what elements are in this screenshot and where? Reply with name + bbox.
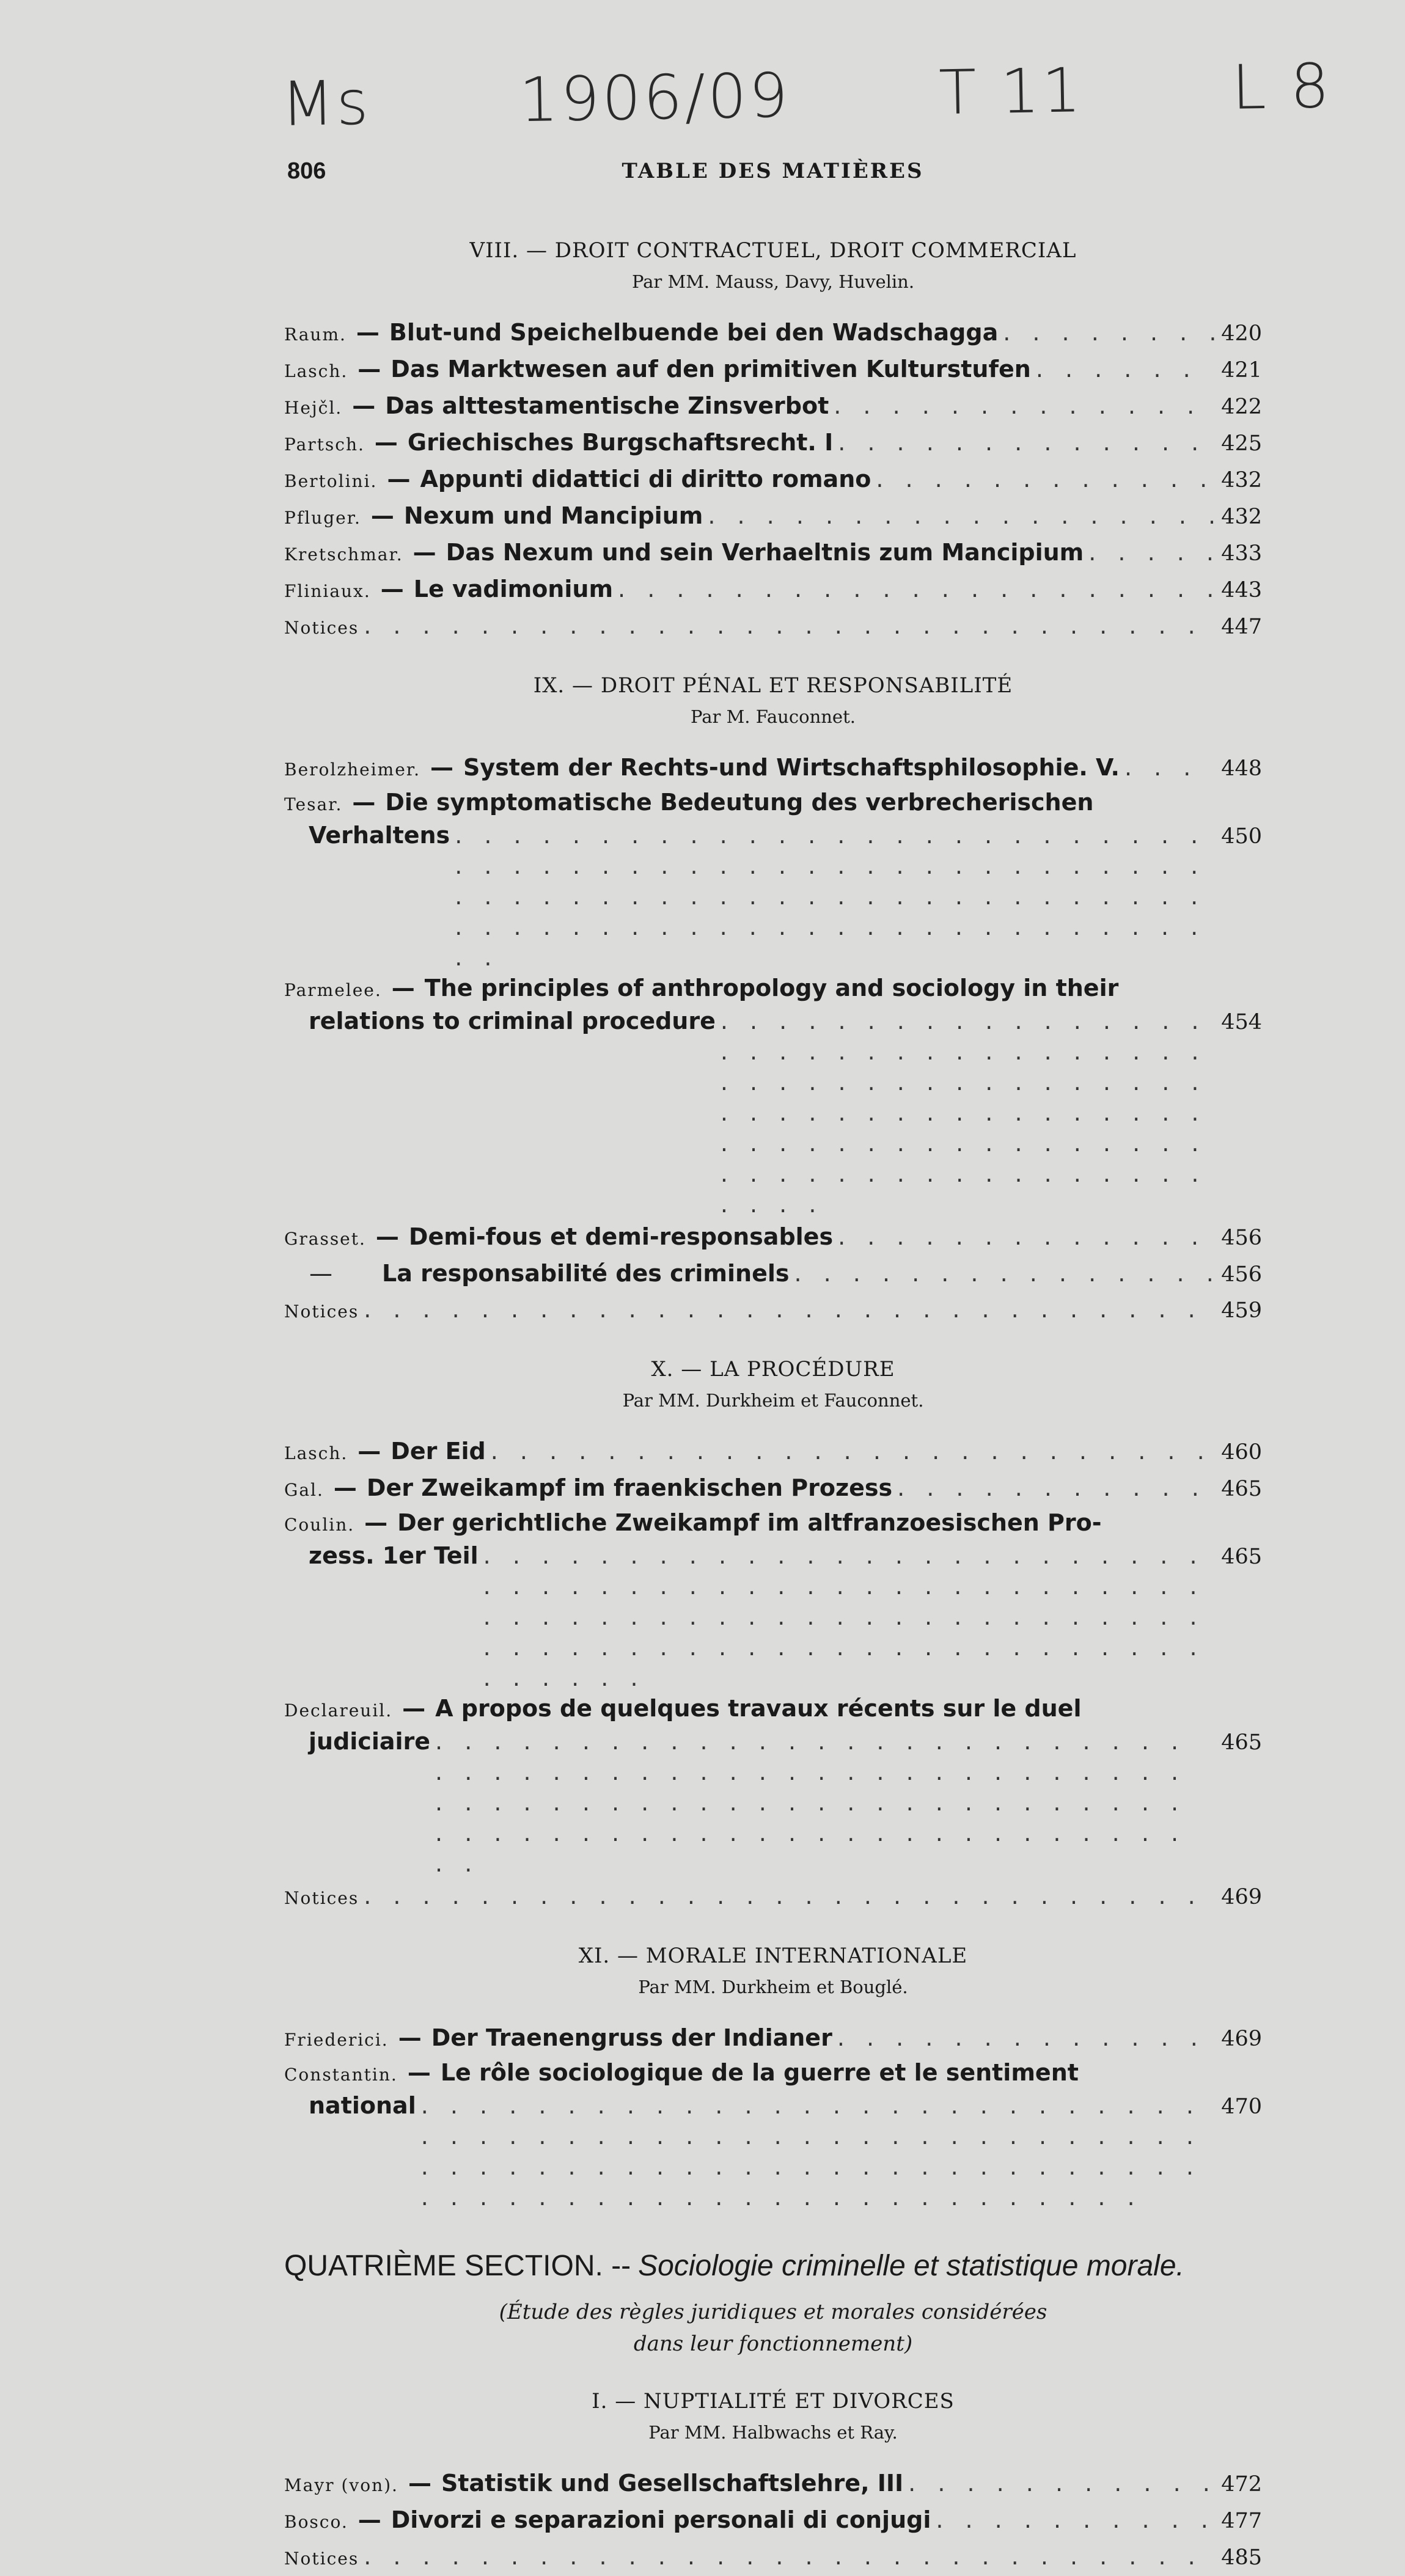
toc-entry: Pfluger. — Nexum und Mancipium . . . 432 [284,499,1262,535]
handwritten-annotations [281,49,1332,141]
entry-author: Parmelee. [284,980,382,1000]
toc-entry: Bertolini. — Appunti didattici di diritto romano . . . 432 [284,462,1262,499]
entry-title: Le rôle sociologique de la guerre et le sentiment [440,2059,1079,2086]
entry-page: 448 [1221,756,1262,781]
toc-entry: Hejčl. — Das alttestamentische Zinsverbot . . . 422 [284,389,1262,425]
section-title: IX. — DROIT PÉNAL ET RESPONSABILITÉ [533,673,1013,698]
toc-entry: Declareuil. — A propos de quelques travaux récents sur le duel judiciaire . . . 465 [284,1693,1262,1879]
entry-title: Der Traenengruss der Indianer [431,2024,832,2051]
entry-page: 465 [1221,1545,1262,1569]
entry-page: 433 [1221,541,1262,566]
entry-page: 432 [1221,505,1262,529]
entry-title: Divorzi e separazioni personali di conjugi [391,2506,931,2533]
section-viii [284,238,1262,645]
entry-page: 470 [1221,2095,1262,2119]
entry-page: 450 [1221,824,1262,849]
toc-entry: Kretschmar. — Das Nexum und sein Verhaeltnis zum Mancipium . . . 433 [284,535,1262,572]
running-title: TABLE DES MATIÈRES [622,159,924,183]
entry-title: The principles of anthropology and sociology in their [424,975,1119,1001]
entry-author: Fliniaux. [284,581,371,601]
entry-author: Raum. [284,324,347,345]
toc-notices [284,609,1262,645]
toc-entry: Parmelee. — The principles of anthropology and sociology in their relations to criminal procedure . . . 454 [284,973,1262,1220]
entry-page: 465 [1221,1477,1262,1501]
toc-entry: Friederici. — Der Traenengruss der Indianer . . . 469 [284,2021,1262,2057]
entry-page: 465 [1221,1730,1262,1755]
entry-page: 420 [1221,321,1262,346]
notices-page: 485 [1221,2545,1262,2570]
entry-title-cont: judiciaire [309,1728,431,1755]
running-head [287,153,1258,189]
entry-title: Die symptomatische Bedeutung des verbrecherischen [385,789,1094,816]
toc-entry [284,1256,1262,1292]
notices-label: Notices [284,1301,359,1322]
entry-page: 443 [1221,578,1262,602]
entry-title: Appunti didattici di diritto romano [420,466,871,492]
section-xi [284,1944,1262,2212]
notices-label: Notices [284,2549,359,2569]
toc-entry: Partsch. — Griechisches Burgschaftsrecht. I . . . 425 [284,425,1262,462]
entry-author: Partsch. [284,434,365,455]
section-x [284,1357,1262,1916]
entry-page: 460 [1221,1440,1262,1465]
entry-title: Der Zweikampf im fraenkischen Prozess [366,1474,893,1501]
annotation-c: T 11 [938,54,1084,128]
quatrieme-heading-italic: Sociologie criminelle et statistique morale. [638,2250,1184,2282]
entry-page: 425 [1221,431,1262,456]
entry-title-cont: Verhaltens [309,822,450,849]
toc-entry: Coulin. — Der gerichtliche Zweikampf im altfranzoesischen Pro- zess. 1er Teil . . . 465 [284,1507,1262,1693]
entry-author: Declareuil. [284,1700,393,1721]
entry-author: Mayr (von). [284,2475,398,2495]
toc-entry: Mayr (von). — Statistik und Gesellschaftslehre, III . . . 472 [284,2466,1262,2503]
section-byline: Par MM. Durkheim et Bouglé. [638,1977,908,1997]
section-title: I. — NUPTIALITÉ ET DIVORCES [592,2389,955,2413]
annotation-b: 1906/09 [518,59,791,136]
entry-title-cont: zess. 1er Teil [309,1542,479,1569]
notices-page: 459 [1221,1298,1262,1323]
section-title: VIII. — DROIT CONTRACTUEL, DROIT COMMERCIAL [469,238,1077,263]
entry-page: 422 [1221,395,1262,419]
toc-entry: Grasset. — Demi-fous et demi-responsables . . . 456 [284,1220,1262,1256]
entry-page: 456 [1221,1262,1262,1287]
entry-author: Friederici. [284,2030,389,2050]
notices-page: 469 [1221,1885,1262,1909]
entry-author: Kretschmar. [284,544,403,565]
entry-author: Hejčl. [284,398,343,418]
toc-entry: Lasch. — Der Eid . . . 460 [284,1434,1262,1471]
entry-author: Gal. [284,1480,324,1500]
section-byline: Par MM. Durkheim et Fauconnet. [622,1390,924,1411]
entry-title: Statistik und Gesellschaftslehre, III [441,2470,904,2497]
toc-notices [284,1879,1262,1916]
entry-page: 421 [1221,358,1262,382]
quatrieme-sub-line1: (Étude des règles juridiques et morales considérées [499,2300,1047,2324]
entry-title: La responsabilité des criminels [382,1260,790,1287]
toc-entry: Constantin. — Le rôle sociologique de la guerre et le sentiment national . . . 470 [284,2057,1262,2212]
entry-author: Tesar. [284,794,343,814]
entry-author: Lasch. [284,361,348,381]
entry-title: Demi-fous et demi-responsables [408,1223,834,1250]
toc-entry: Fliniaux. — Le vadimonium . . . 443 [284,572,1262,609]
section-title: X. — LA PROCÉDURE [651,1357,895,1381]
section-byline: Par MM. Mauss, Davy, Huvelin. [631,271,915,292]
entry-title: Der Eid [391,1438,486,1465]
entry-page: 456 [1221,1226,1262,1250]
entry-author: Bosco. [284,2512,348,2532]
entry-page: 469 [1221,2027,1262,2051]
toc-entry: Tesar. — Die symptomatische Bedeutung des verbrecherischen Verhaltens . . . 450 [284,787,1262,973]
entry-title: Le vadimonium [413,576,614,602]
toc-entry: Berolzheimer. — System der Rechts-und Wirtschaftsphilosophie. V. . . . 448 [284,750,1262,787]
entry-author: Berolzheimer. [284,759,420,780]
toc-entry: Bosco. — Divorzi e separazioni personali di conjugi . . . 477 [284,2503,1262,2539]
entry-author: Constantin. [284,2065,398,2085]
entry-title: Blut-und Speichelbuende bei den Wadschagga [389,319,999,346]
toc-notices [284,1292,1262,1329]
toc-entry: Lasch. — Das Marktwesen auf den primitiven Kulturstufen . . . 421 [284,352,1262,389]
notices-label: Notices [284,618,359,638]
entry-page: 454 [1221,1010,1262,1034]
entry-title: Griechisches Burgschaftsrecht. I [407,429,834,456]
toc-entry: Raum. — Blut-und Speichelbuende bei den Wadschagga . . . 420 [284,315,1262,352]
entry-page: 432 [1221,468,1262,492]
section-byline: Par M. Fauconnet. [691,706,856,727]
entry-title-cont: national [309,2092,416,2119]
entry-title: Der gerichtliche Zweikampf im altfranzoesischen Pro- [397,1509,1102,1536]
entry-title: A propos de quelques travaux récents sur le duel [435,1695,1082,1722]
quatrieme-heading-main: QUATRIÈME SECTION. -- [284,2250,631,2282]
toc-notices [284,2539,1262,2576]
entry-author-ditto: — [309,1260,332,1287]
section-title: XI. — MORALE INTERNATIONALE [578,1944,968,1968]
section-byline: Par MM. Halbwachs et Ray. [648,2422,898,2443]
entry-author: Pfluger. [284,508,361,528]
annotation-d: L 8 [1231,49,1332,123]
toc-content [284,238,1262,2576]
entry-title: Das Marktwesen auf den primitiven Kulturstufen [391,356,1031,382]
quatrieme-subtitle [284,2296,1262,2360]
quatrieme-sub-line2: dans leur fonctionnement) [633,2332,913,2356]
notices-page: 447 [1221,615,1262,639]
entry-author: Grasset. [284,1229,366,1249]
section-q1 [284,2389,1262,2576]
annotation-a: Ms [281,66,372,140]
entry-title: Nexum und Mancipium [403,502,703,529]
entry-author: Lasch. [284,1443,348,1463]
toc-entry: Gal. — Der Zweikampf im fraenkischen Prozess . . . 465 [284,1471,1262,1507]
entry-title-cont: relations to criminal procedure [309,1008,716,1034]
section-ix [284,673,1262,1329]
entry-title: System der Rechts-und Wirtschaftsphilosophie. V. [463,754,1120,781]
notices-label: Notices [284,1888,359,1908]
entry-title: Das alttestamentische Zinsverbot [385,392,829,419]
entry-page: 477 [1221,2509,1262,2533]
quatrieme-heading [284,2249,1262,2283]
entry-author: Coulin. [284,1515,355,1535]
entry-author: Bertolini. [284,471,378,491]
page-number: 806 [287,158,326,184]
entry-title: Das Nexum und sein Verhaeltnis zum Mancipium [446,539,1084,566]
entry-page: 472 [1221,2472,1262,2497]
